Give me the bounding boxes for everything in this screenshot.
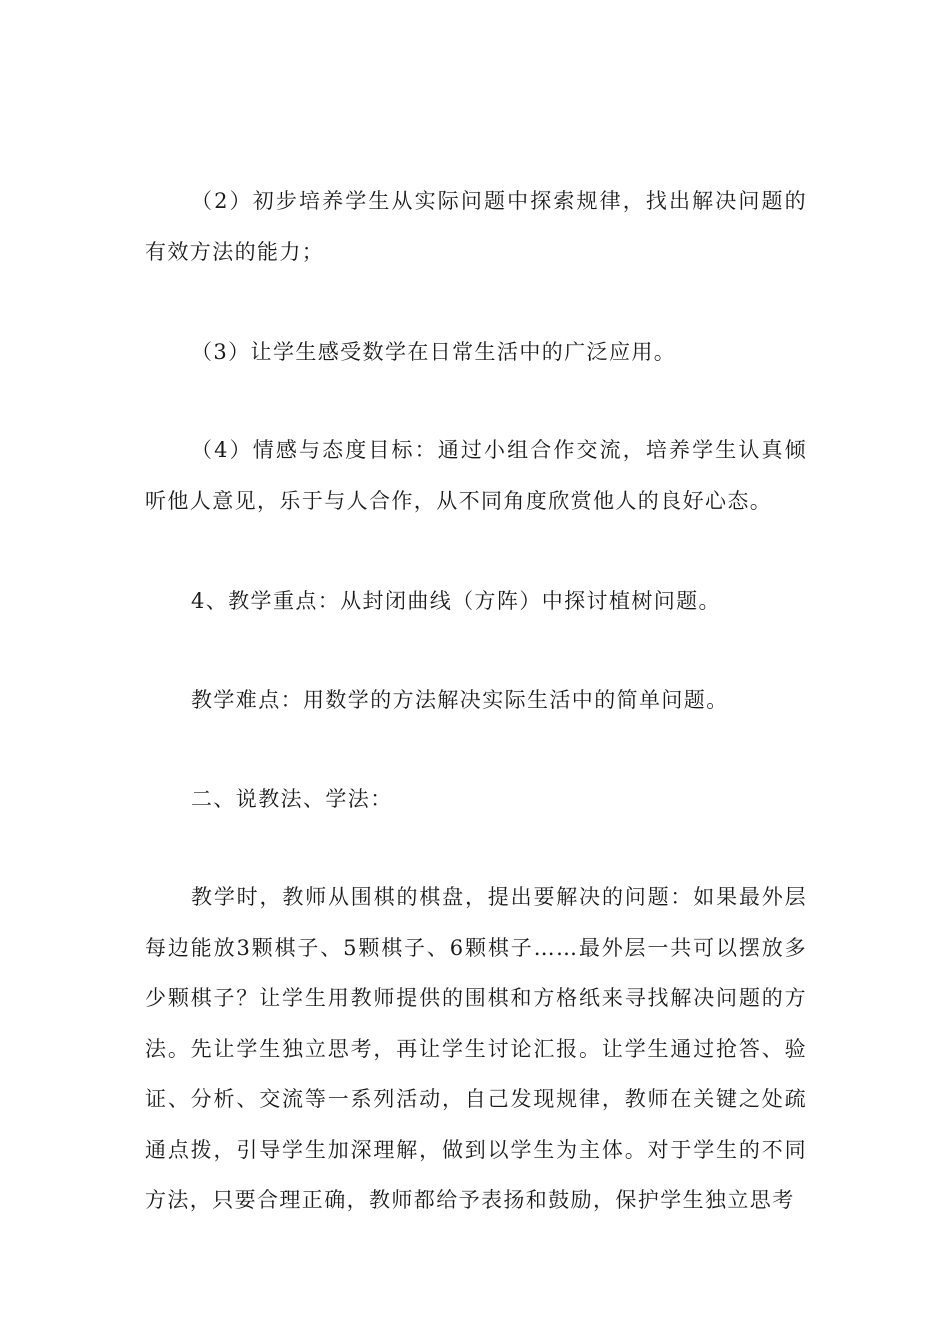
paragraph-teaching-method: 教学时，教师从围棋的棋盘，提出要解决的问题：如果最外层每边能放3颗棋子、5颗棋子、6颗棋子……最外层一共可以摆放多少颗棋子？让学生用教师提供的围棋和方格纸来寻找解决问题的方法。先让学生独立思考，再让学生讨论汇报。让学生通过抢答、验证、分析、交流等一系列活动，自己发现规律，教师在关键之处疏通点拨，引导学生加深理解，做到以学生为主体。对于学生的不同方法，只要合理正确，教师都给予表扬和鼓励，保护学生独立思考	[145, 885, 807, 1212]
paragraph-teaching-difficulty: 教学难点：用数学的方法解决实际生活中的简单问题。	[191, 688, 729, 712]
paragraph-teaching-focus: 4、教学重点：从封闭曲线（方阵）中探讨植树问题。	[191, 589, 721, 613]
paragraph-objective-4: （4）情感与态度目标：通过小组合作交流，培养学生认真倾听他人意见，乐于与人合作，从不同角度欣赏他人的良好心态。	[145, 438, 807, 513]
section-heading-methods: 二、说教法、学法：	[191, 787, 393, 811]
paragraph-objective-2: （2）初步培养学生从实际问题中探索规律，找出解决问题的有效方法的能力；	[145, 189, 807, 264]
paragraph-objective-3: （3）让学生感受数学在日常生活中的广泛应用。	[191, 340, 677, 364]
